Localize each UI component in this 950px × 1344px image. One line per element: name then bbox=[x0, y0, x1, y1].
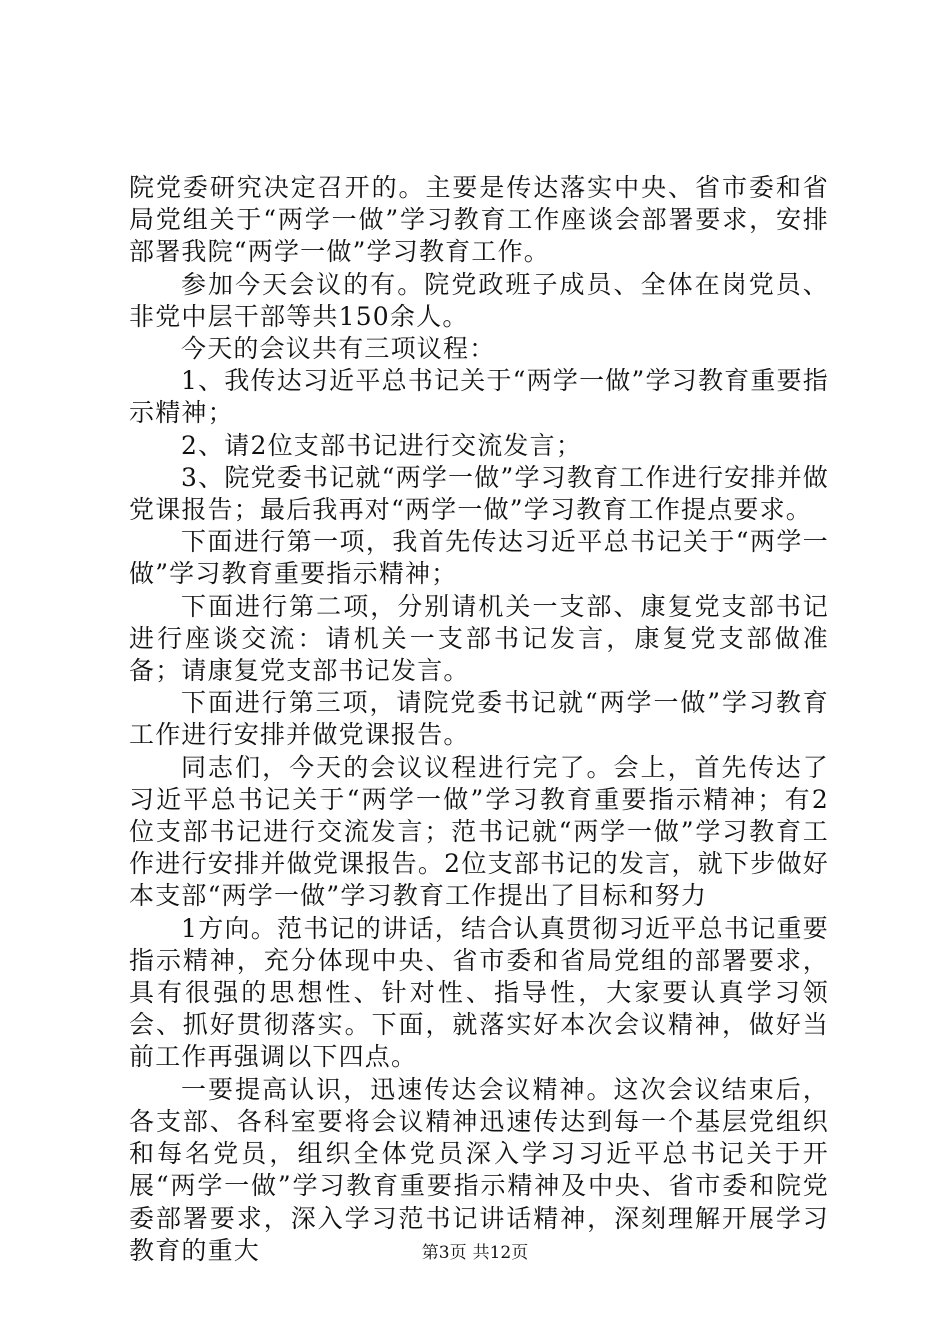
agenda-item: 2、请2位支部书记进行交流发言； bbox=[181, 430, 583, 460]
paragraph: 今天的会议共有三项议程： bbox=[181, 334, 496, 364]
agenda-item: 3、院党委书记就“两学一做”学习教育工作进行安排并做党课报告；最后我再对“两学一做”学习教育工作提点要求。 bbox=[129, 462, 829, 525]
paragraph: 下面进行第二项，分别请机关一支部、康复党支部书记进行座谈交流：请机关一支部书记发言，康复党支部做准备；请康复党支部书记发言。 bbox=[129, 591, 829, 686]
paragraph: 院党委研究决定召开的。主要是传达落实中央、省市委和省局党组关于“两学一做”学习教育工作座谈会部署要求，安排部署我院“两学一做”学习教育工作。 bbox=[129, 173, 829, 267]
paragraph: 下面进行第三项，请院党委书记就“两学一做”学习教育工作进行安排并做党课报告。 bbox=[129, 688, 829, 750]
document-body bbox=[129, 172, 829, 1267]
page-total: 共12页 bbox=[472, 1243, 529, 1263]
page-footer bbox=[0, 1241, 950, 1265]
paragraph: 参加今天会议的有。院党政班子成员、全体在岗党员、非党中层干部等共150余人。 bbox=[129, 269, 829, 331]
page-number: 第3页 bbox=[421, 1243, 467, 1263]
paragraph: 一要提高认识，迅速传达会议精神。这次会议结束后，各支部、各科室要将会议精神迅速传达到每一个基层党组织和每名党员，组织全体党员深入学习习近平总书记关于开展“两学一做”学习教育重要指示精神及中央、省市委和院党委部署要求，深入学习范书记讲话精神，深刻理解开展学习教育的重大 bbox=[129, 1074, 829, 1265]
agenda-item: 1、我传达习近平总书记关于“两学一做”学习教育重要指示精神； bbox=[129, 366, 829, 428]
paragraph: 1方向。范书记的讲话，结合认真贯彻习近平总书记重要指示精神，充分体现中央、省市委和省局党组的部署要求，具有很强的思想性、针对性、指导性，大家要认真学习领会、抓好贯彻落实。下面，就落实好本次会议精神，做好当前工作再强调以下四点。 bbox=[129, 913, 829, 1072]
paragraph: 下面进行第一项，我首先传达习近平总书记关于“两学一做”学习教育重要指示精神； bbox=[129, 527, 829, 589]
paragraph: 同志们，今天的会议议程进行完了。会上，首先传达了习近平总书记关于“两学一做”学习教育重要指示精神；有2位支部书记进行交流发言；范书记就“两学一做”学习教育工作进行安排并做党课报告。2位支部书记的发言，就下步做好本支部“两学一做”学习教育工作提出了目标和努力 bbox=[129, 752, 829, 911]
